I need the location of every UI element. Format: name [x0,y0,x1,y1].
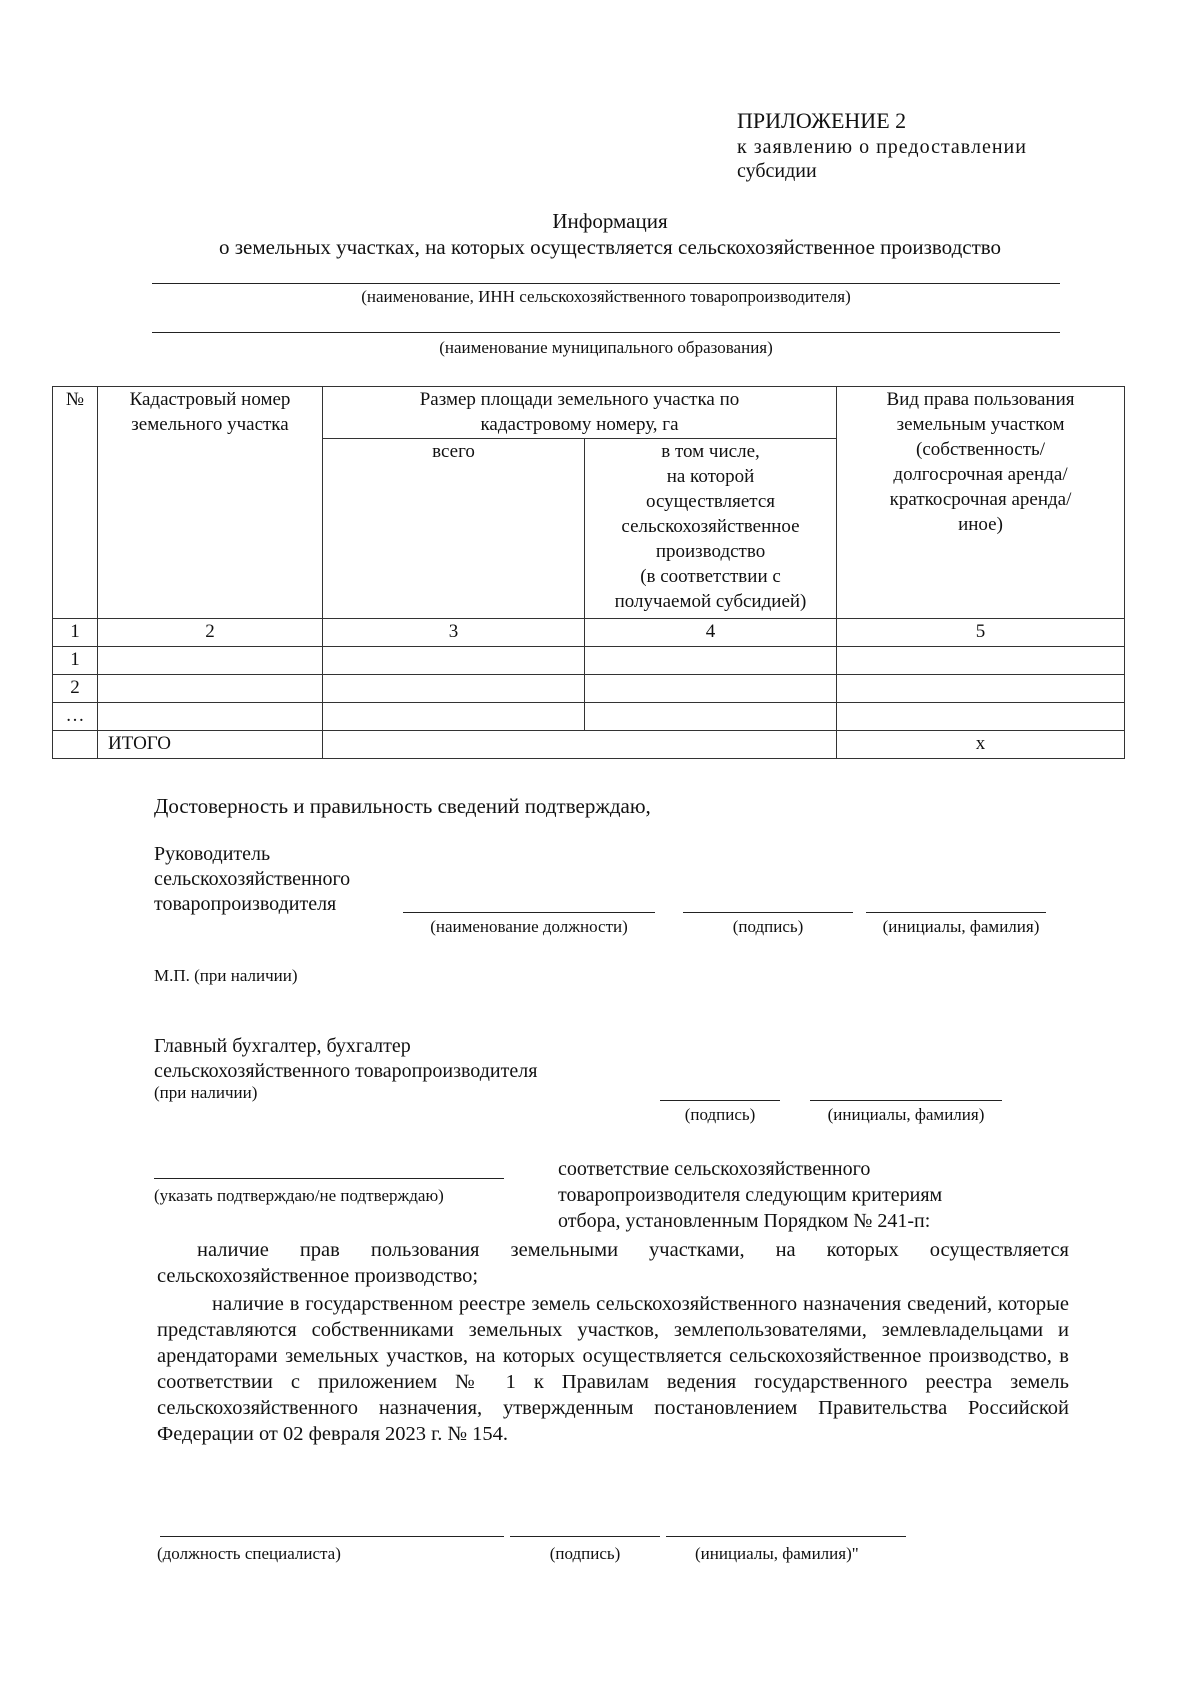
specialist-position-caption: (должность специалиста) [157,1544,341,1563]
appendix-subtitle-line1: к заявлению о предоставлении [737,136,1027,158]
total-x: х [837,731,1125,759]
criteria-paragraph-1: наличие прав пользования земельными участками, на которых осуществляется сельскохозяйственное производство; [157,1239,1069,1287]
col-number-cell: 1 [53,619,98,647]
header-right-line: долгосрочная аренда/ [893,464,1068,485]
row-number: … [53,703,98,731]
municipality-line [152,332,1060,333]
header-including [585,439,837,619]
header-incl-line: (в соответствии с [640,566,781,587]
confirm-choice-line [154,1178,504,1179]
head-signature-line [683,912,853,913]
accountant-name-line [810,1100,1002,1101]
table-cell [837,675,1125,703]
table-cell [585,675,837,703]
header-incl-line: в том числе, [661,441,760,462]
accountant-signature-line [660,1100,780,1101]
accountant-line1: Главный бухгалтер, бухгалтер [154,1035,411,1057]
row-number: 2 [53,675,98,703]
confirm-choice-caption: (указать подтверждаю/не подтверждаю) [154,1186,444,1205]
appendix-title: ПРИЛОЖЕНИЕ 2 [737,108,907,133]
header-right-line: Вид права пользования [886,389,1075,410]
header-cadastral [98,387,323,619]
header-cadastral-line2: земельного участка [131,414,289,435]
table-cell [837,647,1125,675]
table-row [53,675,1125,703]
table-cell [98,647,323,675]
producer-caption: (наименование, ИНН сельскохозяйственного товаропроизводителя) [361,287,851,306]
col-number-cell: 3 [323,619,585,647]
accountant-name-caption: (инициалы, фамилия) [827,1105,985,1124]
header-area [323,387,837,439]
heading-line1: Информация [552,209,668,233]
municipality-caption: (наименование муниципального образования) [439,338,773,357]
header-no: № [53,387,98,619]
accountant-signature-caption: (подпись) [684,1105,756,1124]
table-cell [53,731,98,759]
table-cell [323,703,585,731]
header-area-line1: Размер площади земельного участка по [419,389,740,410]
total-row [53,731,1125,759]
table-cell [323,675,585,703]
table-cell [98,703,323,731]
col-number-cell: 2 [98,619,323,647]
header-cadastral-line1: Кадастровый номер [129,389,291,410]
producer-line [152,283,1060,284]
header-total: всего [323,439,585,619]
table-cell [837,703,1125,731]
header-area-line2: кадастровому номеру, га [480,414,679,435]
criteria-line2: товаропроизводителя следующим критериям [558,1184,943,1206]
head-position-line [403,912,655,913]
header-incl-line: осуществляется [646,491,776,512]
header-right-type [837,387,1125,619]
specialist-signature-line [510,1536,660,1537]
table-row [53,703,1125,731]
table-row [53,647,1125,675]
head-line1: Руководитель [154,843,271,865]
table-cell [323,731,837,759]
header-right-line: краткосрочная аренда/ [889,489,1072,510]
specialist-position-line [160,1536,504,1537]
criteria-paragraph-2: наличие в государственном реестре земель сельскохозяйственного назначения сведений, которые представляются собственниками земельных участков, землепользователями, землевладельцами и арендаторами земельных участков, на которых осуществляется сельскохозяйственное производство, в соответствии с приложением № 1 к Правилам ведения государственного реестра земель сельскохозяйственного назначения, утвержденным постановлением Правительства Российской Федерации от 02 февраля 2023 г. № 154. [157,1293,1069,1445]
table-cell [98,675,323,703]
land-plots-table [52,386,1125,759]
header-incl-line: на которой [666,466,755,487]
accountant-line2: сельскохозяйственного товаропроизводителя [154,1060,538,1082]
confirm-statement: Достоверность и правильность сведений подтверждаю, [154,794,651,818]
header-right-line: земельным участком [896,414,1065,435]
accountant-line3: (при наличии) [154,1083,258,1102]
head-position-caption: (наименование должности) [430,917,628,936]
col-number-cell: 4 [585,619,837,647]
header-right-line: иное) [958,514,1003,535]
header-right-line: (собственность/ [916,439,1045,460]
head-name-caption: (инициалы, фамилия) [882,917,1040,936]
appendix-subtitle-line2: субсидии [737,160,817,182]
table-cell [323,647,585,675]
header-incl-line: производство [655,541,766,562]
head-line3: товаропроизводителя [154,893,337,915]
head-name-line [866,912,1046,913]
specialist-signature-caption: (подпись) [549,1544,621,1563]
criteria-line1: соответствие сельскохозяйственного [558,1158,871,1180]
total-label: ИТОГО [98,731,323,759]
specialist-name-caption: (инициалы, фамилия)" [695,1544,859,1563]
specialist-name-line [666,1536,906,1537]
header-incl-line: получаемой субсидией) [614,591,807,612]
stamp-label: М.П. (при наличии) [154,966,298,985]
header-incl-line: сельскохозяйственное [621,516,800,537]
criteria-line3: отбора, установленным Порядком № 241-п: [558,1210,931,1232]
table-cell [585,647,837,675]
head-signature-caption: (подпись) [732,917,804,936]
row-number: 1 [53,647,98,675]
table-cell [585,703,837,731]
heading-line2: о земельных участках, на которых осуществляется сельскохозяйственное производство [218,235,1002,259]
col-number-cell: 5 [837,619,1125,647]
head-line2: сельскохозяйственного [154,868,351,890]
